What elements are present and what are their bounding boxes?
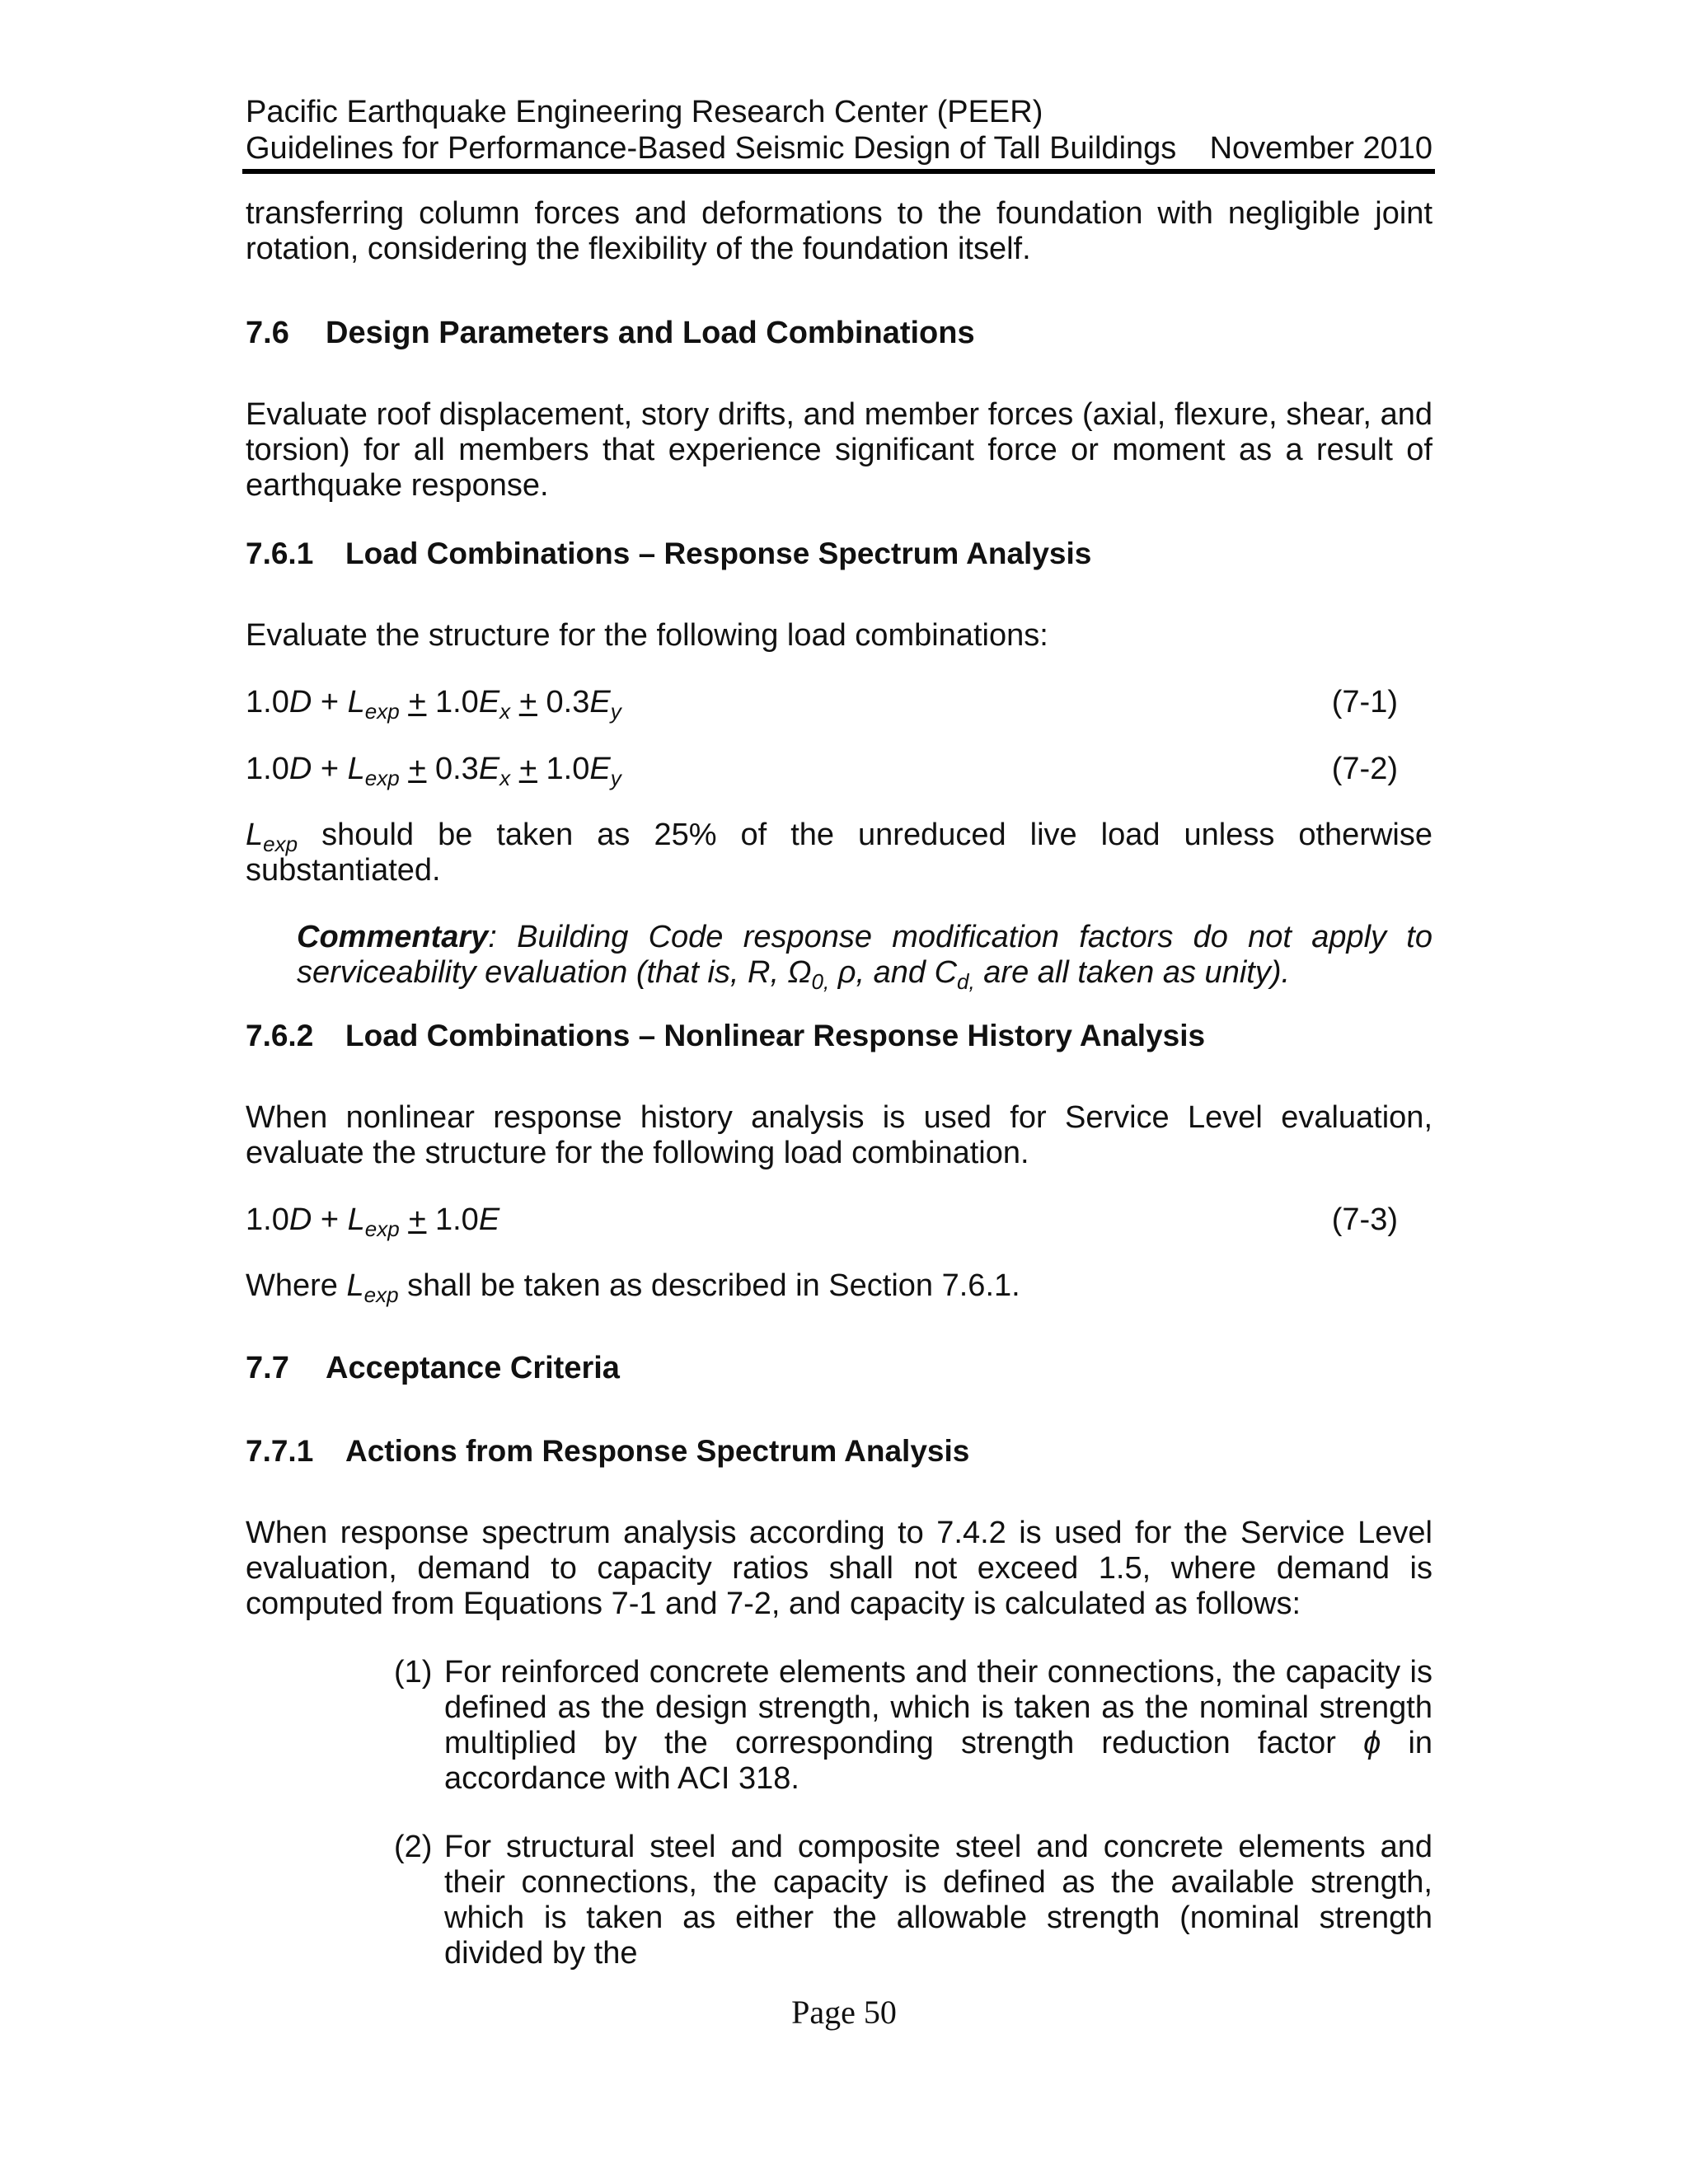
equation-7-2: $1.0D + L_{exp} + 0.3E_x + 1.0E_y$ (7-2) (246, 752, 1398, 790)
section-7-6-body: Evaluate roof displacement, story drifts, and member forces (axial, flexure, shear, and torsion) for all members that experience significant force or moment as a result of earthquake response. (246, 397, 1432, 503)
equation-number: (7-2) (1331, 752, 1398, 786)
equation-7-1: $1.0D + L_{exp} + 1.0E_x + 0.3E_y$ (7-1) (246, 685, 1398, 724)
where-note: Where $L_{exp}$ shall be taken as described in Section 7.6.1. (246, 1268, 1020, 1307)
header-doc-title: Guidelines for Performance-Based Seismic Design of Tall Buildings (246, 131, 1177, 166)
section-7-6-heading: 7.6 Design Parameters and Load Combinations (246, 316, 975, 350)
intro-paragraph: transferring column forces and deformations to the foundation with negligible joint rotation, considering the flexibility of the foundation itself. (246, 196, 1432, 266)
section-7-6-1-heading: 7.6.1 Load Combinations – Response Spectrum Analysis (246, 537, 1092, 570)
section-7-7-heading: 7.7 Acceptance Criteria (246, 1351, 620, 1385)
equation-number: (7-3) (1331, 1202, 1398, 1237)
page-number: Page 50 (791, 1994, 897, 2031)
header-org: Pacific Earthquake Engineering Research Center (PEER) (246, 95, 1043, 129)
header-date: November 2010 (1209, 131, 1432, 166)
section-7-7-1-body: When response spectrum analysis according to 7.4.2 is used for the Service Level evaluation, demand to capacity ratios shall not exceed 1.5, where demand is computed from Equations 7-1 and 7-2, and capacity is calculated as follows: (246, 1516, 1432, 1621)
page-header (246, 94, 1432, 166)
list-item: (2) For structural steel and composite steel and concrete elements and their connections, the capacity is defined as the available strength, which is taken as either the allowable strength (nominal strength divided by the (394, 1830, 1432, 1971)
commentary-block: Commentary: Building Code response modification factors do not apply to serviceability evaluation (that is, R, $\Omega_{0,}$ ρ, and $C_{d,}$ are all taken as unity). (297, 920, 1432, 994)
section-7-6-2-body: When nonlinear response history analysis is used for Service Level evaluation, evaluate the structure for the following load combination. (246, 1100, 1432, 1170)
equation-7-3: $1.0D + L_{exp} + 1.0E$ (7-3) (246, 1202, 1398, 1241)
lexp-note: $L_{exp}$ should be taken as 25% of the unreduced live load unless otherwise substantiated. (246, 818, 1432, 888)
list-item: (1) For reinforced concrete elements and their connections, the capacity is defined as the design strength, which is taken as the nominal strength multiplied by the corresponding strength reduction factor ϕ in accordance with ACI 318. (394, 1655, 1433, 1796)
section-7-6-2-heading: 7.6.2 Load Combinations – Nonlinear Response History Analysis (246, 1019, 1206, 1052)
page-content (246, 196, 1432, 1971)
header-rule (242, 169, 1435, 174)
equation-number: (7-1) (1331, 685, 1398, 719)
section-7-6-1-body: Evaluate the structure for the following load combinations: (246, 618, 1048, 653)
section-7-7-1-heading: 7.7.1 Actions from Response Spectrum Analysis (246, 1434, 970, 1468)
